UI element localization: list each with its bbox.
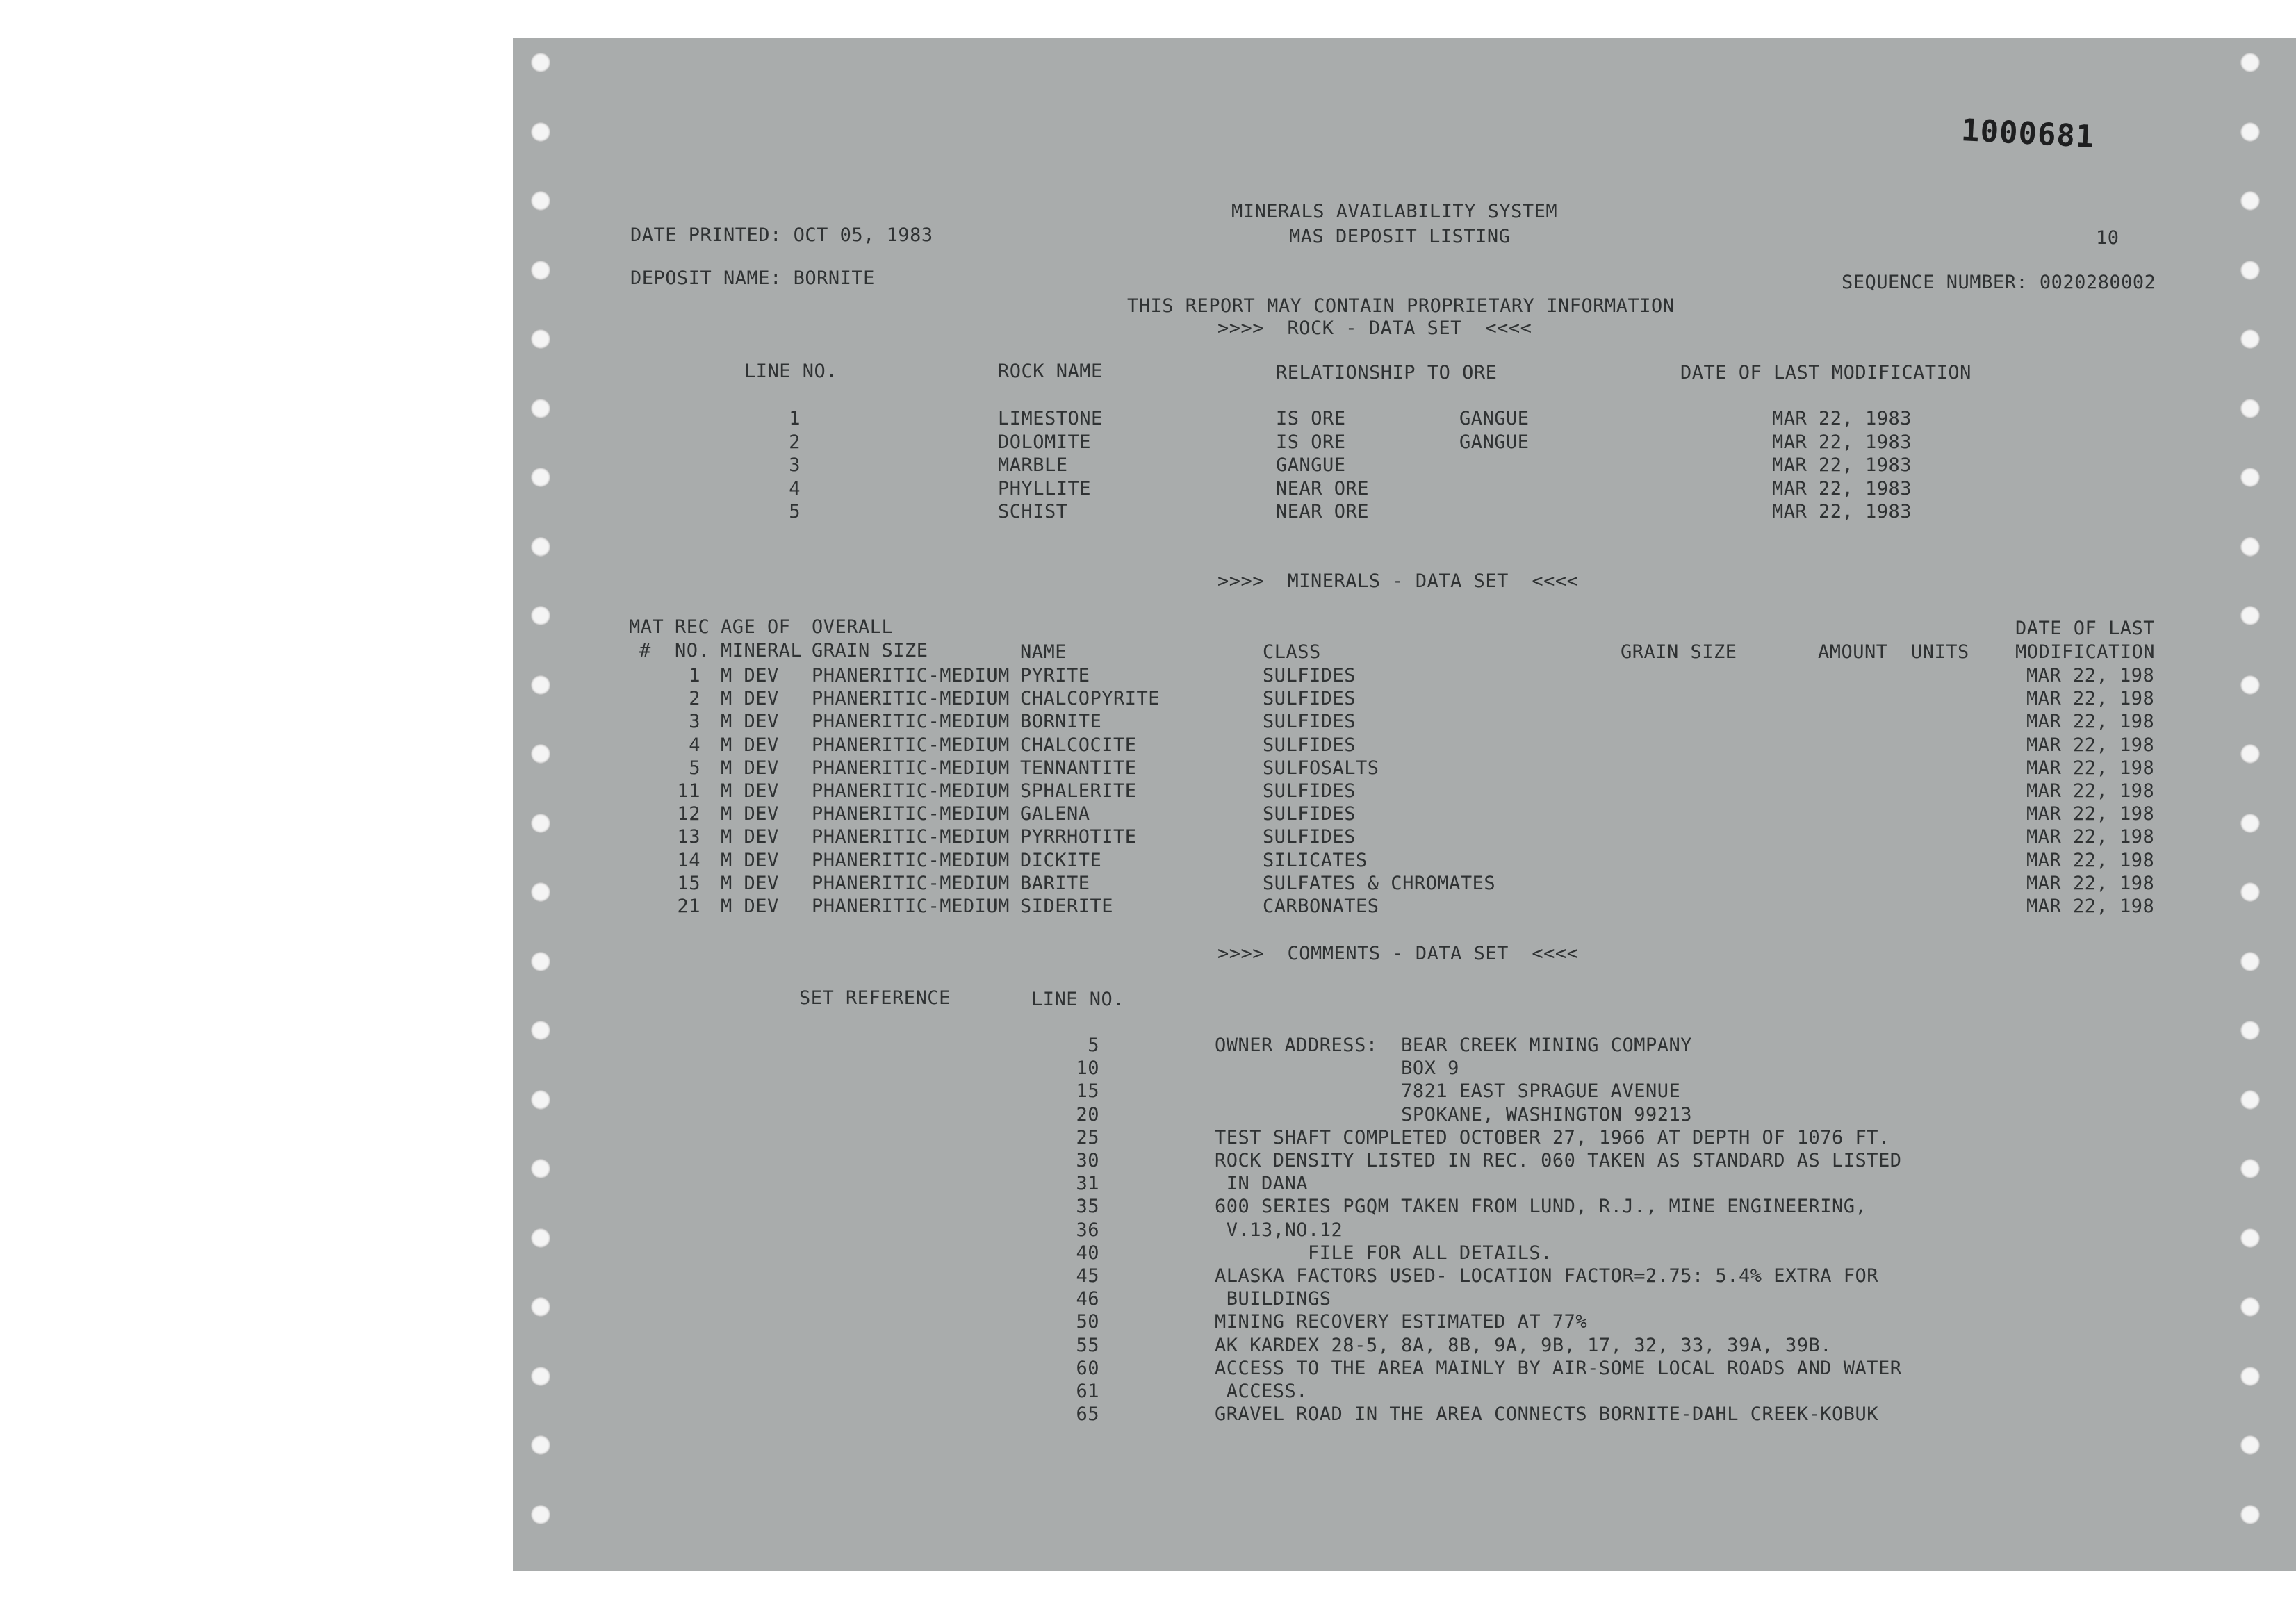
feed-hole	[531, 1435, 550, 1455]
feed-hole	[531, 261, 550, 280]
comment-text: ACCESS.	[1215, 1381, 1309, 1402]
mineral-date: MAR 22, 198	[2026, 896, 2155, 917]
mineral-age: M DEV	[721, 711, 779, 733]
rock-line-no: 4	[789, 477, 801, 500]
min-header-date-2: MODIFICATION	[2015, 641, 2156, 663]
feed-hole	[531, 1159, 550, 1178]
mineral-age: M DEV	[721, 896, 779, 917]
mineral-date: MAR 22, 198	[2026, 734, 2155, 756]
mineral-date: MAR 22, 198	[2026, 665, 2155, 686]
feed-hole	[531, 1228, 550, 1248]
mineral-grain-size: PHANERITIC-MEDIUM	[812, 896, 1010, 917]
mineral-class: SULFOSALTS	[1263, 757, 1379, 779]
mineral-class: CARBONATES	[1263, 896, 1379, 917]
rock-line-no: 2	[789, 431, 801, 453]
comment-text: BOX 9	[1215, 1057, 1459, 1080]
mineral-grain-size: PHANERITIC-MEDIUM	[812, 711, 1010, 733]
feed-hole	[531, 814, 550, 833]
comment-text: ROCK DENSITY LISTED IN REC. 060 TAKEN AS STANDARD AS LISTED	[1215, 1150, 1902, 1171]
comment-line-no: 35	[1076, 1196, 1099, 1218]
mineral-name: TENNANTITE	[1020, 757, 1137, 779]
comment-line-no: 31	[1076, 1173, 1099, 1195]
rock-relationship: NEAR ORE	[1276, 477, 1370, 500]
feed-hole	[531, 53, 550, 72]
comment-line-no: 36	[1076, 1219, 1099, 1241]
feed-hole	[531, 1090, 550, 1110]
mineral-name: CHALCOCITE	[1020, 734, 1137, 756]
mineral-date: MAR 22, 198	[2026, 711, 2155, 733]
sequence-number: SEQUENCE NUMBER: 0020280002	[1842, 272, 2156, 293]
deposit-name: DEPOSIT NAME: BORNITE	[630, 267, 875, 289]
feed-hole	[531, 399, 550, 418]
comment-line-no: 5	[1088, 1035, 1099, 1056]
comments-header-set-reference: SET REFERENCE	[799, 987, 951, 1009]
feed-hole	[531, 122, 550, 142]
mineral-rec-no: 15	[677, 872, 700, 894]
mineral-name: SPHALERITE	[1020, 780, 1137, 802]
min-header-class: CLASS	[1263, 641, 1321, 663]
mineral-age: M DEV	[721, 665, 779, 686]
comment-text: IN DANA	[1215, 1173, 1309, 1195]
mineral-rec-no: 4	[689, 734, 700, 756]
feed-hole	[531, 952, 550, 971]
mineral-grain-size: PHANERITIC-MEDIUM	[812, 849, 1010, 871]
rock-date: MAR 22, 1983	[1772, 431, 1912, 453]
feed-hole	[2240, 744, 2260, 764]
min-header-grain-size: GRAIN SIZE	[1621, 641, 1737, 663]
feed-hole	[2240, 1159, 2260, 1178]
mineral-grain-size: PHANERITIC-MEDIUM	[812, 780, 1010, 802]
rock-relationship: NEAR ORE	[1276, 501, 1370, 522]
feed-hole	[531, 744, 550, 764]
comment-text: MINING RECOVERY ESTIMATED AT 77%	[1215, 1311, 1588, 1333]
mineral-date: MAR 22, 198	[2026, 688, 2155, 710]
comment-text: GRAVEL ROAD IN THE AREA CONNECTS BORNITE-DAHL CREEK-KOBUK	[1215, 1403, 1879, 1426]
rock-name: SCHIST	[998, 501, 1068, 522]
mineral-age: M DEV	[721, 780, 779, 802]
rock-name: LIMESTONE	[998, 408, 1103, 429]
feed-hole	[531, 1505, 550, 1524]
feed-hole	[531, 329, 550, 349]
feed-hole	[2240, 399, 2260, 418]
scan-margin	[513, 0, 2296, 38]
feed-hole	[2240, 537, 2260, 557]
rock-section-title: >>>> ROCK - DATA SET <<<<	[1217, 318, 1532, 339]
page-number: 10	[2096, 227, 2119, 249]
feed-hole	[531, 606, 550, 625]
mineral-class: SULFIDES	[1263, 688, 1356, 710]
feed-hole	[531, 468, 550, 487]
rock-line-no: 3	[789, 454, 801, 476]
mineral-class: SULFATES & CHROMATES	[1263, 872, 1496, 894]
mineral-age: M DEV	[721, 734, 779, 756]
min-header-amount: AMOUNT	[1818, 641, 1888, 663]
mineral-rec-no: 13	[677, 826, 700, 848]
comment-line-no: 61	[1076, 1381, 1099, 1402]
comment-line-no: 15	[1076, 1080, 1099, 1103]
feed-hole	[531, 882, 550, 902]
feed-hole	[2240, 261, 2260, 280]
mineral-grain-size: PHANERITIC-MEDIUM	[812, 688, 1010, 710]
rock-header-line-no: LINE NO.	[744, 361, 838, 382]
rock-date: MAR 22, 1983	[1772, 477, 1912, 500]
rock-relationship-2: GANGUE	[1459, 431, 1530, 453]
feed-hole	[2240, 1367, 2260, 1386]
mineral-rec-no: 12	[677, 803, 700, 825]
feed-hole	[531, 191, 550, 211]
feed-hole	[2240, 1021, 2260, 1040]
feed-hole	[2240, 468, 2260, 487]
feed-hole	[2240, 1228, 2260, 1248]
comment-text: TEST SHAFT COMPLETED OCTOBER 27, 1966 AT DEPTH OF 1076 FT.	[1215, 1126, 1890, 1148]
mineral-age: M DEV	[721, 849, 779, 871]
comments-section-title: >>>> COMMENTS - DATA SET <<<<	[1217, 943, 1579, 964]
feed-hole	[2240, 1297, 2260, 1317]
rock-header-rock-name: ROCK NAME	[998, 361, 1103, 382]
feed-hole	[531, 537, 550, 557]
feed-hole	[531, 1021, 550, 1040]
feed-hole	[2240, 606, 2260, 625]
proprietary-notice: THIS REPORT MAY CONTAIN PROPRIETARY INFORMATION	[1127, 295, 1675, 317]
rock-name: PHYLLITE	[998, 477, 1092, 500]
comment-line-no: 30	[1076, 1150, 1099, 1171]
mineral-grain-size: PHANERITIC-MEDIUM	[812, 665, 1010, 686]
rock-date: MAR 22, 1983	[1772, 501, 1912, 522]
mineral-age: M DEV	[721, 803, 779, 825]
feed-hole	[2240, 191, 2260, 211]
comment-text: V.13,NO.12	[1215, 1219, 1343, 1241]
comment-text: ACCESS TO THE AREA MAINLY BY AIR-SOME LOCAL ROADS AND WATER	[1215, 1357, 1902, 1379]
min-header-age: AGE OF	[721, 616, 791, 638]
comment-line-no: 65	[1076, 1403, 1099, 1426]
mineral-name: GALENA	[1020, 803, 1090, 825]
mineral-date: MAR 22, 198	[2026, 826, 2155, 848]
min-header-rec-2: NO.	[675, 640, 710, 661]
mineral-name: BORNITE	[1020, 711, 1102, 733]
feed-hole	[2240, 814, 2260, 833]
mineral-name: CHALCOPYRITE	[1020, 688, 1161, 710]
rock-relationship: GANGUE	[1276, 454, 1346, 476]
feed-hole	[2240, 1435, 2260, 1455]
comment-line-no: 40	[1076, 1242, 1099, 1264]
mineral-date: MAR 22, 198	[2026, 872, 2155, 894]
mineral-class: SULFIDES	[1263, 780, 1356, 802]
comment-line-no: 55	[1076, 1334, 1099, 1356]
mineral-age: M DEV	[721, 826, 779, 848]
mineral-name: SIDERITE	[1020, 896, 1114, 917]
rock-name: MARBLE	[998, 454, 1068, 476]
feed-hole	[2240, 122, 2260, 142]
date-printed: DATE PRINTED: OCT 05, 1983	[630, 224, 933, 246]
min-header-overall-2: GRAIN SIZE	[812, 640, 928, 661]
rock-line-no: 5	[789, 501, 801, 522]
mineral-name: BARITE	[1020, 872, 1090, 894]
rock-relationship: IS ORE	[1276, 408, 1346, 429]
feed-hole	[2240, 329, 2260, 349]
rock-header-date: DATE OF LAST MODIFICATION	[1680, 362, 1971, 384]
mineral-grain-size: PHANERITIC-MEDIUM	[812, 872, 1010, 894]
comment-line-no: 46	[1076, 1288, 1099, 1310]
rock-relationship: IS ORE	[1276, 431, 1346, 453]
comment-text: ALASKA FACTORS USED- LOCATION FACTOR=2.75: 5.4% EXTRA FOR	[1215, 1265, 1879, 1287]
mineral-rec-no: 5	[689, 757, 700, 779]
comment-line-no: 10	[1076, 1057, 1099, 1080]
comments-header-line-no: LINE NO.	[1031, 989, 1125, 1010]
comment-line-no: 45	[1076, 1265, 1099, 1287]
mineral-date: MAR 22, 198	[2026, 849, 2155, 871]
mineral-rec-no: 11	[677, 780, 700, 802]
feed-hole	[2240, 882, 2260, 902]
mineral-class: SILICATES	[1263, 849, 1368, 871]
mineral-rec-no: 21	[677, 896, 700, 917]
mineral-grain-size: PHANERITIC-MEDIUM	[812, 757, 1010, 779]
mineral-date: MAR 22, 198	[2026, 780, 2155, 802]
rock-relationship-2: GANGUE	[1459, 408, 1530, 429]
system-title: MINERALS AVAILABILITY SYSTEM	[1231, 201, 1558, 222]
feed-hole	[531, 1297, 550, 1317]
mineral-class: SULFIDES	[1263, 665, 1356, 686]
feed-hole	[2240, 1505, 2260, 1524]
comment-text: AK KARDEX 28-5, 8A, 8B, 9A, 9B, 17, 32, 33, 39A, 39B.	[1215, 1334, 1832, 1356]
feed-hole	[531, 1367, 550, 1386]
min-header-age-2: MINERAL	[721, 640, 803, 661]
mineral-rec-no: 3	[689, 711, 700, 733]
mineral-date: MAR 22, 198	[2026, 803, 2155, 825]
comment-text: 600 SERIES PGQM TAKEN FROM LUND, R.J., MINE ENGINEERING,	[1215, 1196, 1867, 1218]
mineral-age: M DEV	[721, 757, 779, 779]
comment-line-no: 50	[1076, 1311, 1099, 1333]
min-header-units: UNITS	[1911, 641, 1969, 663]
feed-hole	[2240, 53, 2260, 72]
mineral-rec-no: 2	[689, 688, 700, 710]
comment-text: FILE FOR ALL DETAILS.	[1215, 1242, 1552, 1264]
comment-line-no: 20	[1076, 1103, 1099, 1126]
mineral-name: DICKITE	[1020, 849, 1102, 871]
comment-line-no: 60	[1076, 1357, 1099, 1379]
rock-date: MAR 22, 1983	[1772, 454, 1912, 476]
rock-header-relationship: RELATIONSHIP TO ORE	[1276, 362, 1498, 384]
rock-name: DOLOMITE	[998, 431, 1092, 453]
comment-line-no: 25	[1076, 1126, 1099, 1148]
feed-hole	[2240, 952, 2260, 971]
stamp-number: 1000681	[1960, 112, 2096, 156]
comment-text: OWNER ADDRESS: BEAR CREEK MINING COMPANY	[1215, 1035, 1692, 1056]
mineral-class: SULFIDES	[1263, 826, 1356, 848]
feed-hole	[2240, 675, 2260, 695]
comment-text: BUILDINGS	[1215, 1288, 1331, 1310]
mineral-class: SULFIDES	[1263, 711, 1356, 733]
rock-line-no: 1	[789, 408, 801, 429]
min-header-mat-2: #	[639, 640, 651, 661]
mineral-age: M DEV	[721, 872, 779, 894]
mineral-age: M DEV	[721, 688, 779, 710]
minerals-section-title: >>>> MINERALS - DATA SET <<<<	[1217, 570, 1579, 592]
mineral-class: SULFIDES	[1263, 803, 1356, 825]
rock-date: MAR 22, 1983	[1772, 408, 1912, 429]
min-header-date: DATE OF LAST	[2015, 618, 2156, 639]
mineral-name: PYRRHOTITE	[1020, 826, 1137, 848]
mineral-grain-size: PHANERITIC-MEDIUM	[812, 826, 1010, 848]
mineral-class: SULFIDES	[1263, 734, 1356, 756]
listing-title: MAS DEPOSIT LISTING	[1289, 226, 1511, 247]
comment-text: SPOKANE, WASHINGTON 99213	[1215, 1103, 1692, 1126]
mineral-grain-size: PHANERITIC-MEDIUM	[812, 803, 1010, 825]
comment-text: 7821 EAST SPRAGUE AVENUE	[1215, 1080, 1681, 1103]
mineral-grain-size: PHANERITIC-MEDIUM	[812, 734, 1010, 756]
min-header-name: NAME	[1020, 641, 1067, 663]
mineral-date: MAR 22, 198	[2026, 757, 2155, 779]
min-header-rec: REC	[675, 616, 710, 638]
feed-hole	[531, 675, 550, 695]
mineral-name: PYRITE	[1020, 665, 1090, 686]
mineral-rec-no: 14	[677, 849, 700, 871]
min-header-mat: MAT	[629, 616, 664, 638]
mineral-rec-no: 1	[689, 665, 700, 686]
feed-hole	[2240, 1090, 2260, 1110]
min-header-overall: OVERALL	[812, 616, 894, 638]
